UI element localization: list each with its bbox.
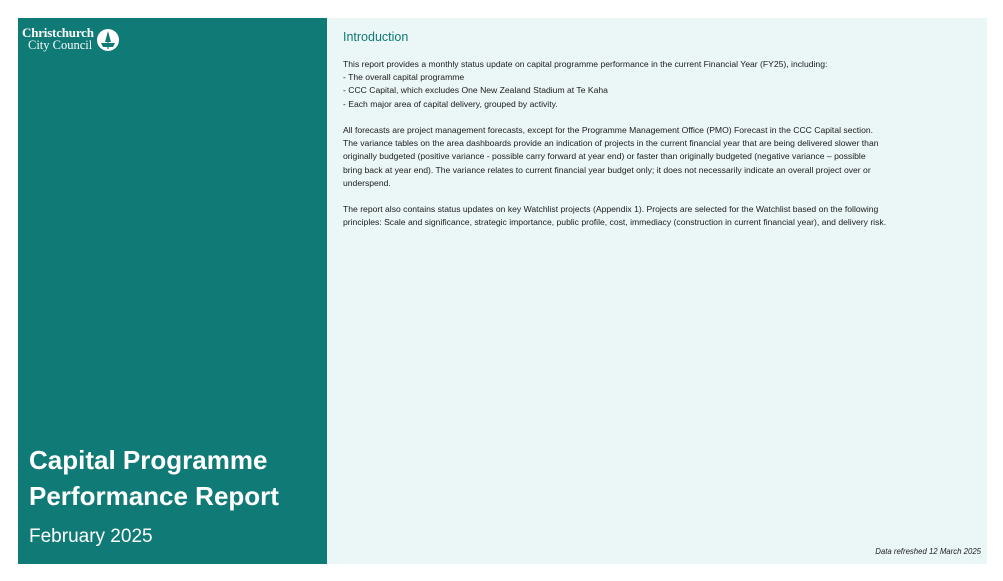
intro-paragraph-3 [343, 203, 983, 229]
council-logo [22, 26, 120, 57]
intro-paragraph-1 [343, 58, 983, 111]
logo-line2: City Council [28, 38, 93, 52]
intro-line: - Each major area of capital delivery, grouped by activity. [343, 98, 558, 109]
intro-line: The report also contains status updates on key Watchlist projects (Appendix 1). Projects are selected for the Watchlist based on the following [343, 204, 879, 215]
intro-heading: Introduction [343, 30, 409, 44]
intro-line: originally budgeted (positive variance - possible carry forward at year end) or faster than originally budgeted (negative variance – possible [343, 151, 866, 162]
intro-paragraph-2 [343, 124, 983, 190]
intro-line: - CCC Capital, which excludes One New Zealand Stadium at Te Kaha [343, 85, 608, 96]
cover-panel [18, 18, 327, 564]
intro-panel [327, 18, 987, 564]
intro-line: The variance tables on the area dashboards provide an indication of projects in the current financial year that are being delivered slower than [343, 138, 879, 149]
intro-line: underspend. [343, 177, 391, 188]
report-title-line1: Capital Programme [29, 445, 268, 475]
intro-line: principles: Scale and significance, strategic importance, public profile, cost, immediacy (construction in current financial year), and delivery risk. [343, 217, 887, 228]
intro-line: This report provides a monthly status update on capital programme performance in the current Financial Year (FY25), including: [343, 59, 828, 69]
intro-line: All forecasts are project management forecasts, except for the Programme Management Office (PMO) Forecast in the CCC Capital section. [343, 125, 874, 135]
logo-text [22, 26, 94, 52]
logo-line1: Christchurch [22, 25, 94, 40]
report-title [29, 442, 279, 514]
intro-line: bring back at year end). The variance relates to current financial year budget only; it does not necessarily indicate an overall project over or [343, 164, 871, 175]
report-period: February 2025 [29, 526, 153, 547]
data-refreshed-note: Data refreshed 12 March 2025 [875, 547, 981, 556]
intro-line: - The overall capital programme [343, 72, 465, 83]
cathedral-icon [96, 28, 120, 57]
report-title-line2: Performance Report [29, 481, 279, 511]
intro-body [343, 58, 983, 243]
